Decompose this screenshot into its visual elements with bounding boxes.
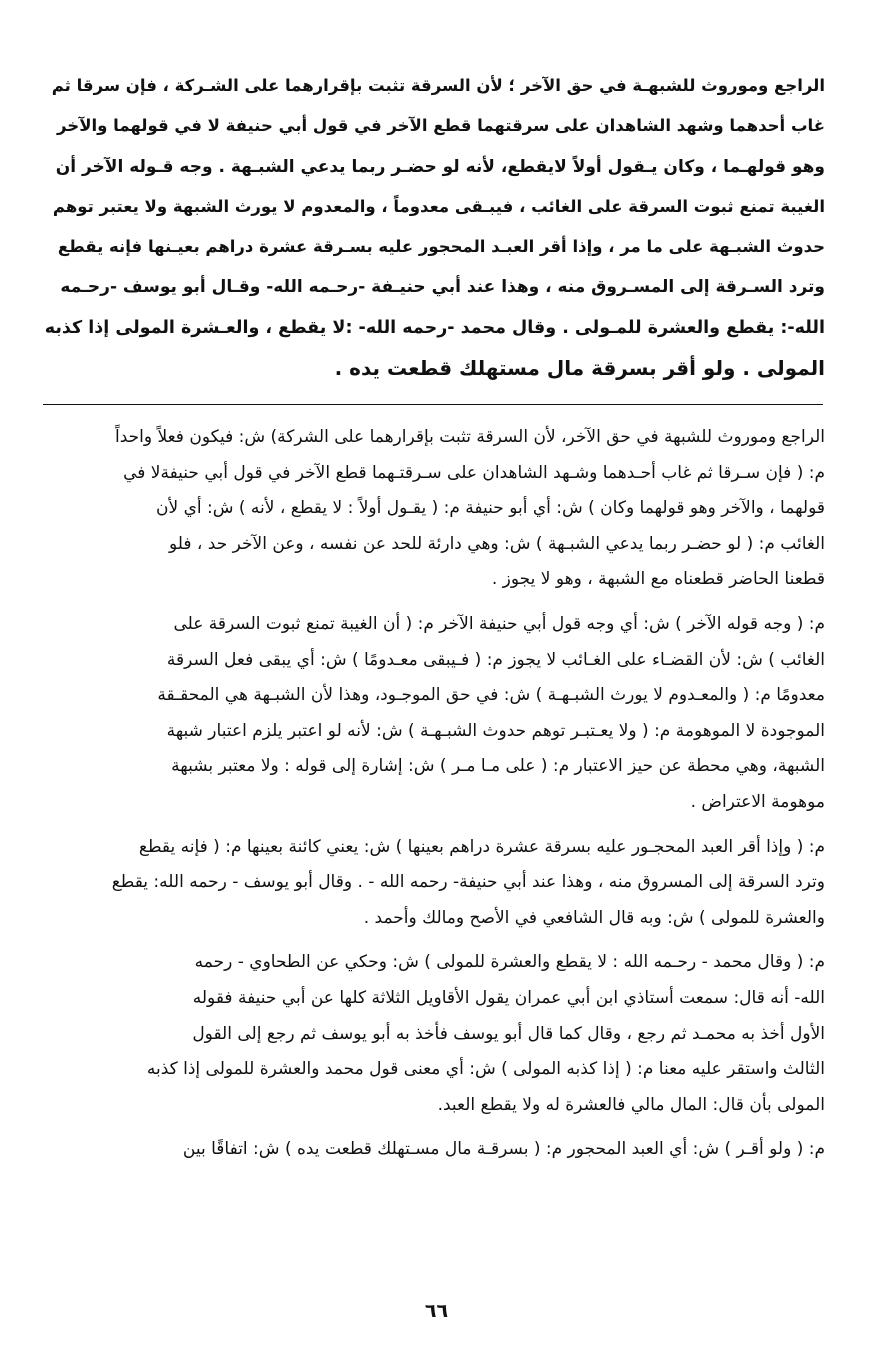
commentary-line: وترد السرقة إلى المسروق منه ، وهذا عند أبي حنيفة- رحمه الله - . وقال أبو يوسف - رحمه الله: يقطع	[111, 872, 825, 893]
commentary-paragraph	[40, 1132, 825, 1168]
main-text-line: المولى . ولو أقر بسرقة مال مستهلك قطعت يده .	[334, 356, 825, 381]
commentary-paragraph	[40, 945, 825, 1123]
main-text-line: حدوث الشبـهة على ما مر ، وإذا أقر العبـد المحجور عليه بسـرقة عشرة دراهم بعيـنها فإنه يقطع	[57, 237, 825, 257]
section-divider	[43, 404, 823, 405]
commentary-line: والعشرة للمولى ) ش: وبه قال الشافعي في الأصح ومالك وأحمد .	[363, 907, 825, 928]
commentary-line: الأول أخذ به محمـد ثم رجع ، وقال كما قال أبو يوسف فأخذ به أبو يوسف ثم رجع إلى القول	[192, 1023, 825, 1044]
main-text-line: الله-: يقطع والعشرة للمـولى . وقال محمد -رحمه الله- :لا يقطع ، والعـشرة المولى إذا كذبه	[44, 317, 825, 338]
main-text-line: وترد السـرقة إلى المسـروق منه ، وهذا عند أبي حنيـفة -رحـمه الله- وقـال أبو يوسف -رحـمه	[60, 277, 825, 298]
page-number: ٦٦	[424, 1300, 449, 1322]
commentary-line: م: ( وإذا أقر العبد المحجـور عليه بسرقة عشرة دراهم بعينها ) ش: يعني كائنة بعينها م: ( فإنه يقطع	[138, 836, 825, 857]
commentary-line: موهومة الاعتراض .	[690, 791, 825, 812]
commentary-line: قولهما ، والآخر وهو قولهما وكان ) ش: أي أبو حنيفة م: ( يقـول أولاً : لا يقطع ، لأنه ) ش: أي لأن	[156, 498, 825, 519]
main-text-line: وهو قولهـما ، وكان يـقول أولاً لايقطع، لأنه لو حضـر ربما يدعي الشبـهة . وجه قـوله الآخر أن	[55, 156, 825, 177]
commentary-line: الغائب ) ش: لأن القضـاء على الغـائب لا يجوز م: ( فـيبقى معـدومًا ) ش: أي يبقى فعل السرقة	[166, 649, 825, 670]
commentary-line: م: ( وجه قوله الآخر ) ش: أي وجه قول أبي حنيفة الآخر م: ( أن الغيبة تمنع ثبوت السرقة على	[173, 613, 825, 634]
commentary-line: الغائب م: ( لو حضـر ربما يدعي الشبـهة ) ش: وهي دارئة للحد عن نفسه ، وعن الآخر حد ، فلو	[168, 533, 825, 554]
commentary-paragraph	[40, 607, 825, 821]
main-text-line: الغيبة تمنع ثبوت السرقة على الغائب ، فيبـقى معدوماً ، والمعدوم لا يورث الشبهة ولا يعتبر توهم	[52, 196, 825, 216]
commentary-line: المولى بأن قال: المال مالي فالعشرة له ولا يقطع العبد.	[437, 1094, 825, 1115]
commentary-line: م: ( ولو أقـر ) ش: أي العبد المحجور م: ( بسرقـة مال مسـتهلك قطعت يده ) ش: اتفاقًا بين	[182, 1139, 825, 1160]
commentary-paragraph	[40, 830, 825, 937]
commentary-line: قطعنا الحاضر قطعناه مع الشبهة ، وهو لا يجوز .	[491, 569, 825, 590]
commentary-line: الراجع وموروث للشبهة في حق الآخر، لأن السرقة تثبت بإقرارهما على الشركة) ش: فيكون فعلاً واحداً	[114, 427, 825, 447]
commentary-paragraph	[40, 420, 825, 598]
commentary-line: الثالث واستقر عليه معنا م: ( إذا كذبه المولى ) ش: أي معنى قول محمد والعشرة للمولى إذا كذبه	[146, 1059, 825, 1080]
commentary-line: م: ( وقال محمد - رحـمه الله : لا يقطع والعشرة للمولى ) ش: وحكي عن الطحاوي - رحمه	[194, 952, 825, 973]
main-text-block	[40, 66, 825, 388]
commentary-block	[40, 420, 825, 1177]
commentary-line: الشبهة، وهي محطة عن حيز الاعتبار م: ( على مـا مـر ) ش: إشارة إلى قوله : ولا معتبر بشبهة	[171, 756, 825, 777]
commentary-line: الموجودة لا الموهومة م: ( ولا يعـتبـر توهم حدوث الشبـهـة ) ش: لأنه لو اعتبر يلزم اعتبار شبهة	[166, 720, 825, 741]
commentary-line: الله- أنه قال: سمعت أستاذي ابن أبي عمران يقول الأقاويل الثلاثة كلها عن أبي حنيفة فقوله	[192, 987, 825, 1008]
commentary-line: معدومًا م: ( والمعـدوم لا يورث الشبـهـة ) ش: في حق الموجـود، وهذا لأن الشبـهة هي المحقـقة	[157, 685, 825, 706]
commentary-line: م: ( فإن سـرقا ثم غاب أحـدهما وشـهد الشاهدان على سـرقتـهما قطع الآخر في قول أبي حنيفةلا في	[123, 462, 825, 483]
main-text-line: الراجع وموروث للشبهـة في حق الآخر ؛ لأن السرقة تثبت بإقرارهما على الشـركة ، فإن سرقا ثم	[51, 76, 825, 95]
main-text-line: غاب أحدهما وشهد الشاهدان على سرقتهما قطع الآخر في قول أبي حنيفة لا في قولهما والآخر	[57, 116, 825, 136]
